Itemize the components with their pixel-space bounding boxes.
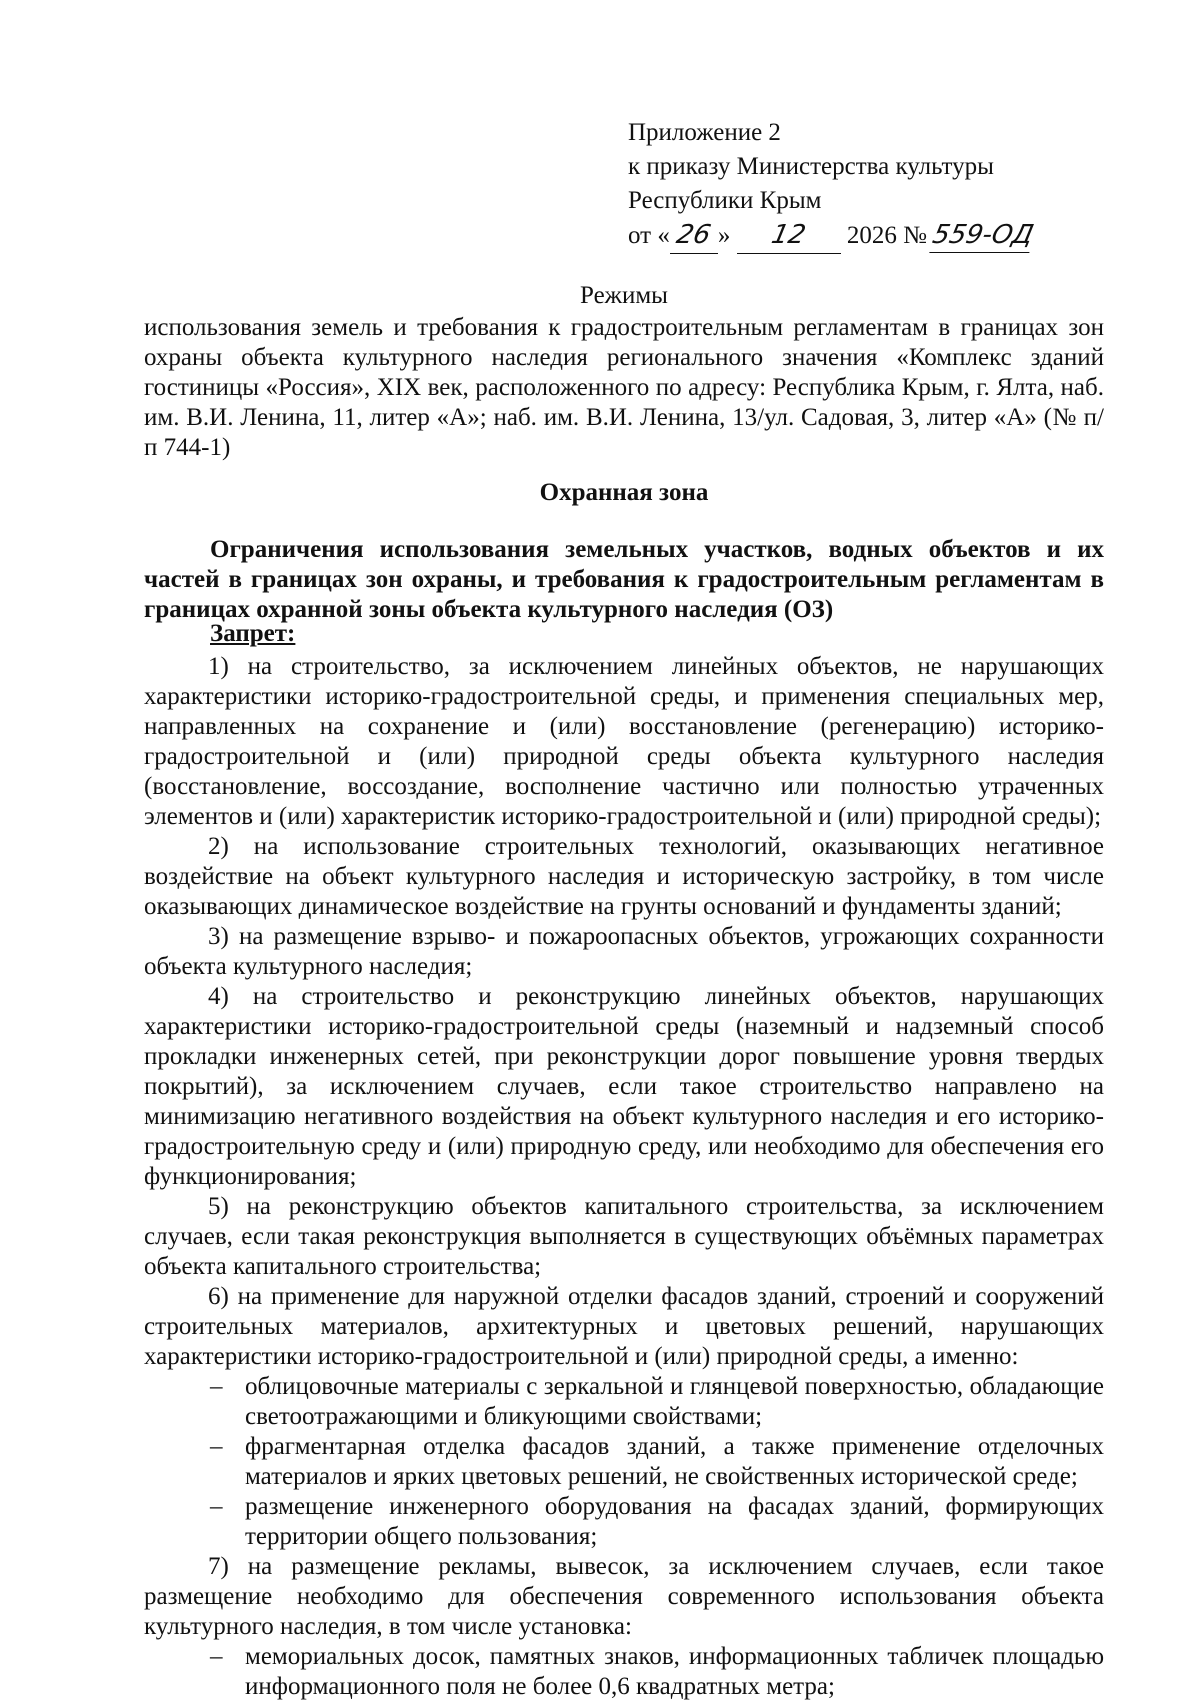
appendix-line-2: к приказу Министерства культуры bbox=[628, 153, 994, 180]
date-mid: » bbox=[717, 222, 731, 249]
date-month-field bbox=[737, 218, 841, 254]
item-7-bullet-1: – мемориальных досок, памятных знаков, информационных табличек площадью информационного поля не более 0,6 квадратных метра; bbox=[144, 1642, 1104, 1702]
order-number: 559-ОД bbox=[929, 218, 1036, 253]
date-year: 2026 № bbox=[846, 222, 927, 249]
ban-item-6: 6) на применение для наружной отделки фасадов зданий, строений и сооружений строительных материалов, архитектурных и цветовых решений, нарушающих характеристики историко-градостроительной и (или) природной среды, а именно: bbox=[144, 1283, 1104, 1370]
section-title: Охранная зона bbox=[539, 479, 709, 506]
item-6-bullet-3: – размещение инженерного оборудования на фасадах зданий, формирующих территории общего пользования; bbox=[144, 1492, 1104, 1552]
item-6-bullet-list bbox=[144, 1372, 1104, 1552]
item-6-bullet-2: – фрагментарная отделка фасадов зданий, а также применение отделочных материалов и ярких цветовых решений, не свойственных исторической среде; bbox=[144, 1432, 1104, 1492]
restrictions-heading: Ограничения использования земельных участков, водных объектов и их частей в границах зон охраны, и требования к градостроительным регламентам в границах охранной зоны объекта культурного наследия (ОЗ) bbox=[144, 536, 1104, 623]
ban-item-3: 3) на размещение взрыво- и пожароопасных объектов, угрожающих сохранности объекта культурного наследия; bbox=[144, 923, 1104, 980]
ban-item-2: 2) на использование строительных технологий, оказывающих негативное воздействие на объект культурного наследия и историческую застройку, в том числе оказывающих динамическое воздействие на грунты оснований и фундаменты зданий; bbox=[144, 833, 1104, 920]
date-day: 26 bbox=[674, 220, 714, 250]
ban-item-4: 4) на строительство и реконструкцию линейных объектов, нарушающих характеристики историко-градостроительной среды (наземный и надземный способ прокладки инженерных сетей, при реконструкции дорог повышение уровня твердых покрытий), за исключением случаев, если такое строительство направлено на минимизацию негативного воздействия на объект культурного наследия и его историко-градостроительную среду и (или) природную среду, или необходимо для обеспечения его функционирования; bbox=[144, 983, 1104, 1190]
document-preamble: использования земель и требования к градостроительным регламентам в границах зон охраны объекта культурного наследия регионального значения «Комплекс зданий гостиницы «Россия», XIX век, расположенного по адресу: Республика Крым, г. Ялта, наб. им. В.И. Ленина, 11, литер «А»; наб. им. В.И. Ленина, 13/ул. Садовая, 3, литер «А» (№ п/п 744-1) bbox=[144, 314, 1104, 461]
date-day-field bbox=[670, 218, 718, 254]
date-prefix: от « bbox=[628, 222, 670, 249]
ban-item-1: 1) на строительство, за исключением линейных объектов, не нарушающих характеристики историко-градостроительной среды, и применения специальных мер, направленных на сохранение и (или) восстановление (регенерацию) историко-градостроительной и (или) природной среды объекта культурного наследия (восстановление, воссоздание, восполнение частично или полностью утраченных элементов и (или) характеристик историко-градостроительной и (или) природной среды); bbox=[144, 653, 1104, 830]
ban-item-7: 7) на размещение рекламы, вывесок, за исключением случаев, если такое размещение необходимо для обеспечения современного использования объекта культурного наследия, в том числе установка: bbox=[144, 1553, 1104, 1640]
appendix-block bbox=[628, 116, 1037, 254]
date-month: 12 bbox=[768, 220, 809, 250]
ban-label: Запрет: bbox=[210, 620, 296, 647]
item-6-bullet-1: – облицовочные материалы с зеркальной и глянцевой поверхностью, обладающие светоотражающими и бликующими свойствами; bbox=[144, 1372, 1104, 1432]
ban-item-5: 5) на реконструкцию объектов капитального строительства, за исключением случаев, если такая реконструкция выполняется в существующих объёмных параметрах объекта капитального строительства; bbox=[144, 1193, 1104, 1280]
document-title: Режимы bbox=[580, 282, 668, 309]
item-7-bullet-list bbox=[144, 1642, 1104, 1702]
ban-items bbox=[144, 652, 1104, 1702]
appendix-line-1: Приложение 2 bbox=[628, 119, 781, 146]
appendix-date-line bbox=[628, 218, 1037, 254]
appendix-line-3: Республики Крым bbox=[628, 187, 822, 214]
